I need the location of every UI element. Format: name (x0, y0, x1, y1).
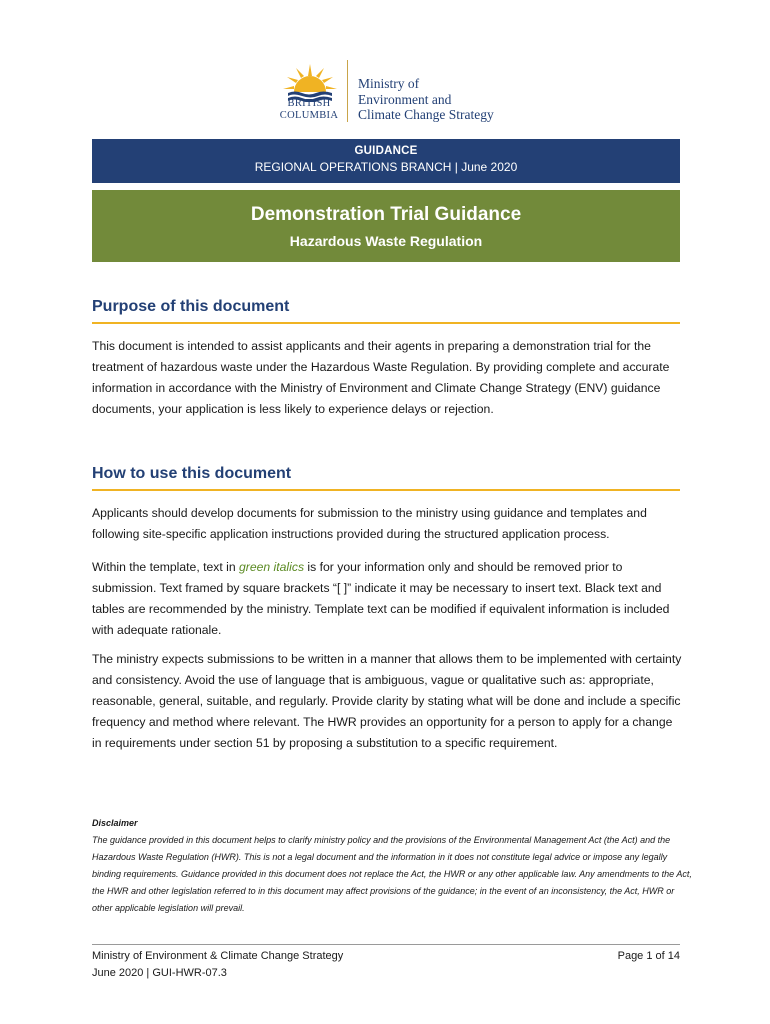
green-italics-example: green italics (239, 560, 305, 574)
how-to-use-paragraph-2 (92, 557, 684, 641)
p2-text-before: Within the template, text in (92, 560, 239, 574)
p2-text-after: is for your information only and should be removed prior to submission. Text framed by square brackets “[ ]” indicate it may be necessary to insert text. Black text and tables are recommended by the ministry. Template text can be modified if equivalent information is included with adequate rationale. (92, 560, 670, 637)
footer-left (92, 948, 343, 982)
page-number: Page 1 of 14 (617, 950, 680, 962)
how-to-use-rule (92, 489, 680, 491)
disclaimer (92, 815, 692, 917)
disclaimer-title: Disclaimer (92, 818, 138, 828)
document-title: Demonstration Trial Guidance (250, 204, 522, 225)
footer-rule (92, 944, 680, 945)
how-to-use-heading: How to use this document (92, 465, 292, 482)
title-banner (92, 190, 680, 262)
ministry-line1: Ministry of (358, 76, 420, 91)
document-subtitle: Hazardous Waste Regulation (289, 233, 483, 249)
how-to-use-paragraph-3: The ministry expects submissions to be written in a manner that allows them to be implemented with certainty and consistency. Avoid the use of language that is ambiguous, vague or qualitative such as: appropriate, reasonable, general, suitable, and regularly. Provide clarity by stating what will be done and include a specific frequency and method where relevant. The HWR provides an opportunity for a person to apply for a change in requirements under section 51 by proposing a substitution to a specific requirement. (92, 652, 682, 750)
bc-wordmark (276, 98, 342, 122)
purpose-heading: Purpose of this document (92, 298, 290, 315)
bc-wordmark-line1: BRITISH (287, 98, 331, 109)
bc-wordmark-line2: COLUMBIA (279, 110, 339, 121)
footer-doc-id: June 2020 | GUI-HWR-07.3 (92, 967, 227, 979)
bc-government-logo (276, 58, 506, 128)
how-to-use-paragraph-1: Applicants should develop documents for submission to the ministry using guidance and templates and following site-specific application instructions provided during the structured application process. (92, 506, 647, 541)
bc-sun-logo-icon (282, 62, 338, 102)
ministry-line3: Climate Change Strategy (358, 107, 494, 122)
ministry-name (358, 76, 494, 123)
disclaimer-text: The guidance provided in this document helps to clarify ministry policy and the provisions of the Environmental Management Act (the Act) and the Hazardous Waste Regulation (HWR). This is not a legal document and the information in it does not constitute legal advice or impose any legally binding requirements. Guidance provided in this document does not replace the Act, the HWR or any other applicable law. Any amendments to the Act, the HWR and other legislation referred to in this document may affect provisions of the guidance; in the event of an inconsistency, the Act, HWR or other applicable legislation will prevail. (92, 835, 692, 913)
footer-org: Ministry of Environment & Climate Change Strategy (92, 950, 344, 962)
ministry-line2: Environment and (358, 91, 452, 107)
purpose-paragraph: This document is intended to assist applicants and their agents in preparing a demonstration trial for the treatment of hazardous waste under the Hazardous Waste Regulation. By providing complete and accurate information in accordance with the Ministry of Environment and Climate Change Strategy (ENV) guidance documents, your application is less likely to experience delays or rejection. (92, 339, 670, 416)
purpose-rule (92, 322, 680, 324)
guidance-banner (92, 139, 680, 183)
branch-date: REGIONAL OPERATIONS BRANCH | June 2020 (254, 160, 518, 174)
logo-divider (347, 60, 348, 122)
guidance-kicker: GUIDANCE (354, 145, 418, 157)
